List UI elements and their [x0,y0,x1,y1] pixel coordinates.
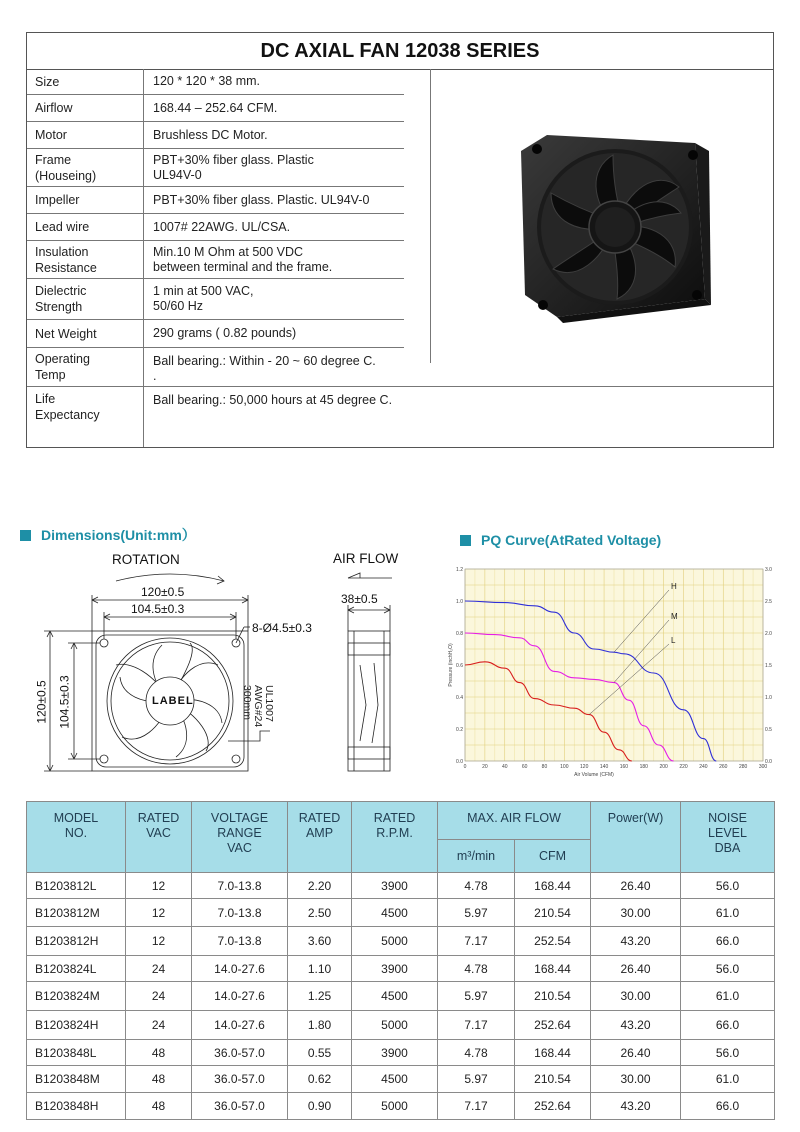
table-cell: 24 [126,982,192,1011]
spec-row [27,122,404,149]
spec-label: Net Weight [35,326,97,341]
table-row [27,927,775,956]
table-cell: 3900 [352,873,438,899]
table-cell: 12 [126,899,192,927]
table-cell: B1203848H [27,1093,126,1120]
spec-row [27,241,404,279]
table-cell: 210.54 [515,982,591,1011]
table-row [27,1066,775,1093]
y-tick-label: 1.2 [456,567,463,573]
spec-value: 1 min at 500 VAC, 50/60 Hz [153,284,254,313]
table-cell: 4500 [352,1066,438,1093]
table-cell: 210.54 [515,899,591,927]
table-cell: 0.55 [288,1040,352,1066]
spec-label: Airflow [35,101,73,115]
table-cell: 36.0-57.0 [192,1093,288,1120]
table-cell: 66.0 [681,927,775,956]
wire-spec-line: 300mm [241,685,253,721]
table-cell: 7.0-13.8 [192,927,288,956]
x-tick-label: 280 [738,764,748,770]
x-tick-label: 60 [521,764,528,770]
table-cell: 24 [126,956,192,982]
spec-row [27,348,773,387]
y2-tick-label: 3.0 [765,567,772,573]
table-cell: B1203812H [27,927,126,956]
table-cell: 0.62 [288,1066,352,1093]
header-airflow: MAX. AIR FLOW [438,802,591,840]
table-cell: 2.20 [288,873,352,899]
table-cell: 12 [126,927,192,956]
series-label: H [671,582,677,591]
rotation-label: ROTATION [112,552,180,567]
table-cell: 4.78 [438,873,515,899]
table-cell: B1203848L [27,1040,126,1066]
table-cell: 5000 [352,1011,438,1040]
heading-square-icon [20,530,31,541]
wire-spec-line: AWG#24 [252,685,264,728]
spec-table [26,32,774,448]
x-tick-label: 20 [482,764,488,770]
spec-row [27,387,773,426]
y2-tick-label: 2.5 [765,599,772,605]
y-axis-label: Pressure (inchH₂O) [448,643,454,687]
table-cell: 3.60 [288,927,352,956]
table-cell: 252.54 [515,927,591,956]
x-tick-label: 0 [463,764,467,770]
table-cell: B1203824L [27,956,126,982]
table-cell: 7.0-13.8 [192,899,288,927]
spec-label: Lead wire [35,220,90,234]
spec-row [27,279,404,320]
dimensions-drawing [30,545,430,775]
height-inner-dim: 104.5±0.3 [57,675,72,729]
spec-label: Insulation Resistance [35,244,97,275]
table-cell: 26.40 [591,873,681,899]
dimension-lines [30,545,430,775]
x-tick-label: 260 [719,764,728,770]
table-cell: 5.97 [438,982,515,1011]
series-label: L [671,636,676,645]
spec-value: PBT+30% fiber glass. Plastic. UL94V-0 [153,192,370,207]
y-tick-label: 0.6 [456,663,463,669]
width-outer-dim: 120±0.5 [141,585,185,599]
holes-dim: 8-Ø4.5±0.3 [252,621,312,635]
table-cell: 30.00 [591,982,681,1011]
header-range: VOLTAGE RANGE VAC [192,802,288,873]
table-cell: 56.0 [681,873,775,899]
table-cell: 24 [126,1011,192,1040]
table-cell: 56.0 [681,956,775,982]
table-cell: 61.0 [681,1066,775,1093]
header-rpm: RATED R.P.M. [352,802,438,873]
spec-label: Impeller [35,193,80,207]
y-tick-label: 0.8 [456,631,463,637]
spec-value: PBT+30% fiber glass. Plastic UL94V-0 [153,152,314,182]
table-cell: 5.97 [438,899,515,927]
table-cell: 252.64 [515,1093,591,1120]
spec-label: Dielectric Strength [35,284,87,314]
table-cell: 14.0-27.6 [192,956,288,982]
table-row [27,1011,775,1040]
table-cell: 252.64 [515,1011,591,1040]
table-cell: 2.50 [288,899,352,927]
heading-square-icon [460,535,471,546]
table-cell: 36.0-57.0 [192,1040,288,1066]
table-cell: 43.20 [591,927,681,956]
spec-value: 168.44 – 252.64 CFM. [153,100,278,115]
width-inner-dim: 104.5±0.3 [131,602,185,616]
dimensions-heading: Dimensions(Unit:mm） [20,525,196,545]
header-model: MODEL NO. [27,802,126,873]
table-cell: 61.0 [681,899,775,927]
spec-value: 290 grams ( 0.82 pounds) [153,326,297,340]
y-tick-label: 1.0 [456,599,463,605]
table-cell: 43.20 [591,1011,681,1040]
table-cell: B1203824M [27,982,126,1011]
table-cell: 26.40 [591,956,681,982]
model-table [26,801,775,1120]
spec-row [27,320,404,348]
height-outer-dim: 120±0.5 [34,680,49,724]
spec-value: Min.10 M Ohm at 500 VDC between terminal and the frame. [153,244,333,274]
y2-tick-label: 2.0 [765,631,772,637]
table-cell: 1.25 [288,982,352,1011]
header-noise: NOISE LEVEL DBA [681,802,775,873]
table-cell: 30.00 [591,899,681,927]
table-cell: 12 [126,873,192,899]
spec-row [27,187,404,214]
spec-label: Size [35,74,60,89]
spec-value: Ball bearing.: 50,000 hours at 45 degree C. [153,393,393,407]
table-cell: 4500 [352,899,438,927]
y2-tick-label: 1.5 [765,663,772,669]
table-cell: 36.0-57.0 [192,1066,288,1093]
table-cell: 4.78 [438,956,515,982]
header-m3: m³/min [438,840,515,873]
table-cell: 4.78 [438,1040,515,1066]
header-amp: RATED AMP [288,802,352,873]
pq-heading: PQ Curve(AtRated Voltage) [460,532,661,548]
spec-row [27,95,404,122]
x-tick-label: 220 [679,764,688,770]
table-cell: 43.20 [591,1093,681,1120]
depth-dim: 38±0.5 [341,592,378,606]
x-tick-label: 180 [639,764,648,770]
x-tick-label: 40 [501,764,508,770]
table-row [27,873,775,899]
table-cell: B1203848M [27,1066,126,1093]
x-tick-label: 120 [580,764,589,770]
table-cell: 168.44 [515,1040,591,1066]
table-cell: 5000 [352,1093,438,1120]
x-tick-label: 200 [659,764,668,770]
table-cell: 66.0 [681,1093,775,1120]
table-row [27,1040,775,1066]
table-cell: 61.0 [681,982,775,1011]
table-cell: 30.00 [591,1066,681,1093]
table-cell: 5000 [352,927,438,956]
table-cell: 1.80 [288,1011,352,1040]
x-tick-label: 160 [619,764,629,770]
spec-row [27,214,404,241]
y2-tick-label: 1.0 [765,695,772,701]
spec-label: Operating Temp [35,352,90,382]
table-cell: 7.17 [438,1011,515,1040]
header-vac: RATED VAC [126,802,192,873]
table-row [27,956,775,982]
table-row [27,1093,775,1120]
table-cell: 7.17 [438,1093,515,1120]
x-axis-label: Air Volume (CFM) [574,772,614,778]
table-cell: B1203812L [27,873,126,899]
table-cell: 4500 [352,982,438,1011]
table-cell: 1.10 [288,956,352,982]
spec-value: Brushless DC Motor. [153,127,268,142]
airflow-label: AIR FLOW [333,551,399,566]
table-cell: 48 [126,1066,192,1093]
table-cell: 3900 [352,1040,438,1066]
table-cell: B1203812M [27,899,126,927]
spec-value: 1007# 22AWG. UL/CSA. [153,219,291,234]
series-label: M [671,612,678,621]
table-cell: 7.0-13.8 [192,873,288,899]
table-cell: 3900 [352,956,438,982]
header-power: Power(W) [591,802,681,873]
pq-chart [448,563,775,788]
x-tick-label: 240 [699,764,708,770]
y-tick-label: 0.0 [456,759,463,765]
spec-label: Motor [35,128,67,142]
table-cell: 66.0 [681,1011,775,1040]
table-row [27,982,775,1011]
spec-label: Frame (Houseing) [35,152,97,183]
x-tick-label: 100 [560,764,569,770]
table-cell: 168.44 [515,956,591,982]
table-cell: 5.97 [438,1066,515,1093]
pq-chart-svg [448,563,775,783]
y-tick-label: 0.4 [456,695,463,701]
x-tick-label: 80 [541,764,548,770]
table-cell: 7.17 [438,927,515,956]
spec-value: Ball bearing.: Within - 20 ~ 60 degree C. . [153,354,376,383]
x-tick-label: 300 [758,764,768,770]
y2-tick-label: 0.0 [765,759,772,765]
model-table-body [27,873,775,1120]
table-cell: 0.90 [288,1093,352,1120]
table-cell: 56.0 [681,1040,775,1066]
table-cell: B1203824H [27,1011,126,1040]
y2-tick-label: 0.5 [765,727,772,733]
spec-row [27,69,404,95]
spec-row [27,149,404,187]
table-cell: 48 [126,1040,192,1066]
x-tick-label: 140 [599,764,609,770]
header-cfm: CFM [515,840,591,873]
spec-label: Life Expectancy [35,391,100,422]
page-title: DC AXIAL FAN 12038 SERIES [27,33,773,70]
table-cell: 210.54 [515,1066,591,1093]
label-text: LABEL [152,695,194,707]
table-row [27,899,775,927]
spec-value: 120 * 120 * 38 mm. [153,74,261,88]
table-cell: 26.40 [591,1040,681,1066]
table-cell: 48 [126,1093,192,1120]
fan-photo [517,129,713,325]
wire-spec [241,685,275,735]
y-tick-label: 0.2 [456,727,463,733]
table-cell: 168.44 [515,873,591,899]
wire-spec-line: UL1007 [263,685,275,722]
table-cell: 14.0-27.6 [192,1011,288,1040]
table-cell: 14.0-27.6 [192,982,288,1011]
